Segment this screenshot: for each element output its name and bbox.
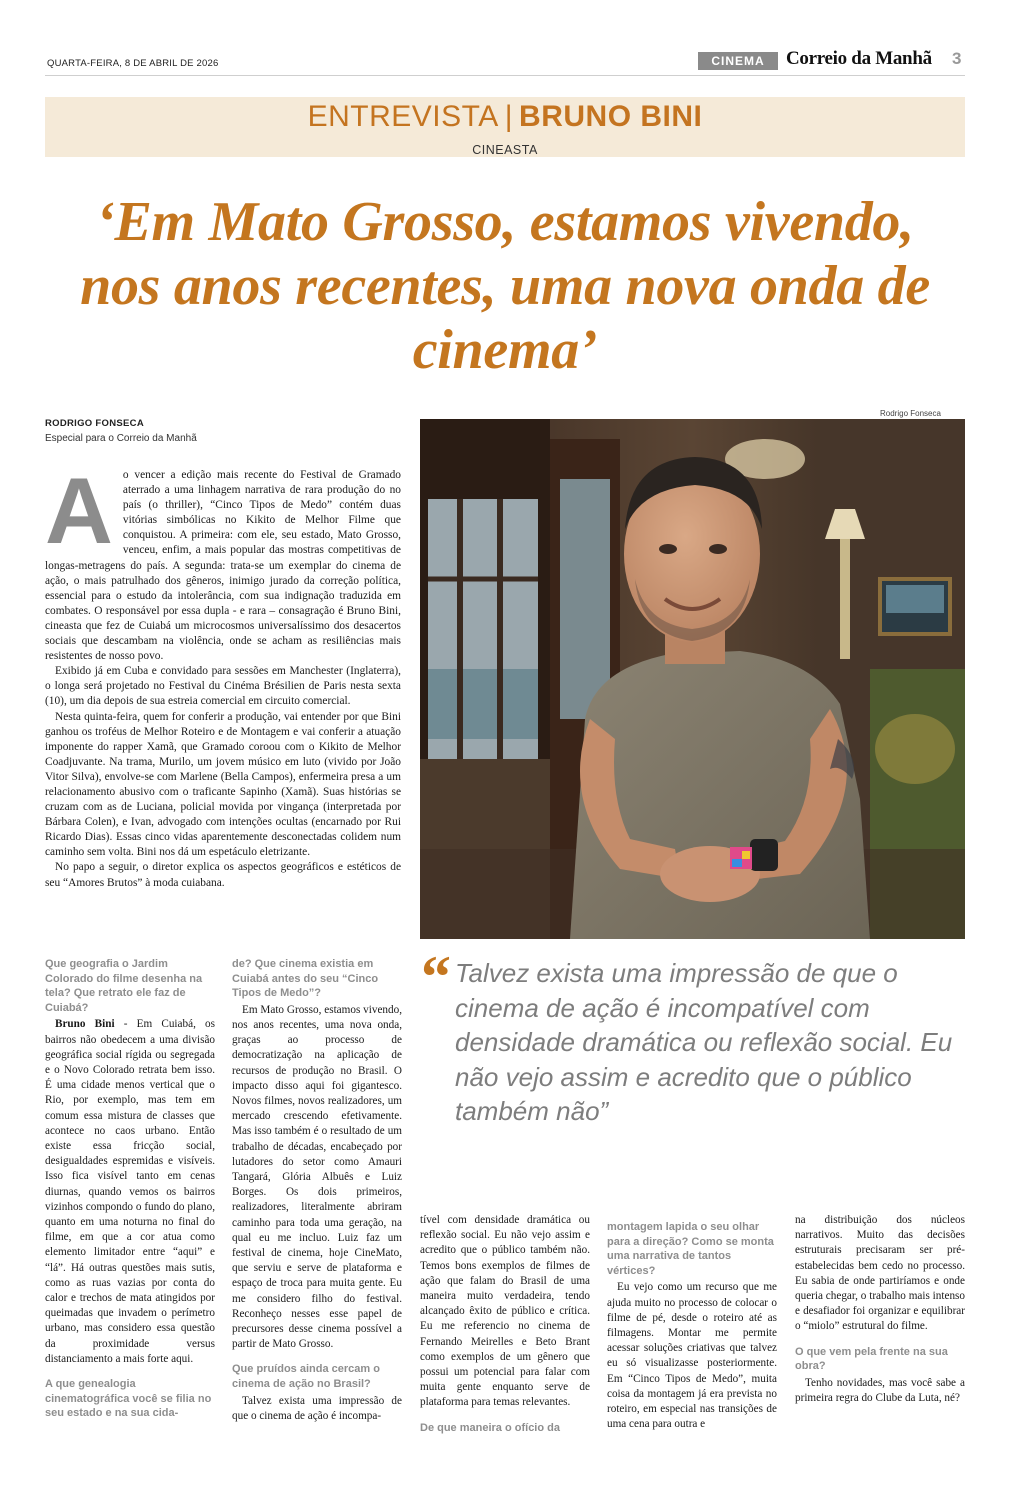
interview-question: de? Que cinema existia em Cuiabá antes do seu “Cinco Tipos de Medo”? [232, 958, 379, 1000]
interview-question: O que vem pela frente na sua obra? [795, 1345, 948, 1373]
interview-answer: na distribuição dos núcleos narrativos. Muito das decisões estruturais precisaram ser pré-estabelecidas bem cedo no processo. Eu sabia de onde partiríamos e onde queria chegar, o trabalho mais intenso e desafiador foi organizar e equilibrar o “miolo” estrutural do filme. [795, 1214, 965, 1333]
page-number: 3 [952, 49, 962, 68]
edition-date: QUARTA-FEIRA, 8 DE ABRIL DE 2026 [47, 58, 219, 69]
header-rule [45, 75, 965, 76]
pull-quote: Talvez exista uma impressão de que o cinema de ação é incompatível com densidade dramática ou reflexão social. Eu não vejo assim e acredito que o público também não” [455, 958, 953, 1126]
column-2 [232, 957, 402, 1424]
interview-answer: Tenho novidades, mas você sabe a primeira regra do Clube da Luta, né? [795, 1376, 965, 1405]
column-3 [420, 1213, 590, 1437]
column-5 [795, 1213, 965, 1406]
byline-author: RODRIGO FONSECA [45, 418, 144, 429]
section-label: CINEMA [698, 52, 778, 70]
interview-answer: Em Mato Grosso, estamos vivendo, nos anos recentes, uma nova onda, graças ao processo de democratização na aplicação de recursos de produção no Brasil. O impacto disso aqui foi gigantesco. Novos filmes, novos realizadores, um mercado crescendo efetivamente. Mas isso também é o resultado de um trabalho de décadas, encabeçado por lutadores do setor como Amauri Tangará, Glória Albuês e Luiz Borges. Os dois primeiros, realizadores, literalmente abriram caminho para toda uma geração, na qual eu me incluo. Luiz faz um festival de cinema, hoje CineMato, que serviu e serve de plataforma e espaço de troca para muita gente. Eu me considero filho do festival. Reconheço nesses esse papel de precursores desse cinema possível a partir de Mato Grosso. [232, 1003, 402, 1351]
column-1 [45, 957, 215, 1423]
title-separator: | [504, 100, 514, 133]
interview-question: A que genealogia cinematográfica você se filia no seu estado e na sua cida- [45, 1378, 212, 1420]
interview-question: De que maneira o ofício da [420, 1421, 560, 1434]
intro-text [45, 458, 401, 891]
interviewee-role: CINEASTA [472, 143, 538, 157]
kicker: ENTREVISTA [307, 100, 499, 133]
headline: ‘Em Mato Grosso, estamos vivendo, nos anos recentes, uma nova onda de cinema’ [80, 191, 930, 381]
quote-mark: “ [421, 944, 451, 1010]
intro-paragraph: Nesta quinta-feira, quem for conferir a produção, vai entender por que Bini ganhou os troféus de Melhor Roteiro e de Montagem e vai conferir a atuação imponente do rapper Xamã, que Gramado coroou com o Kikito de Melhor Coadjuvante. Na trama, Murilo, um jovem músico em luto (vivido por João Vitor Silva), envolve-se com Marlene (Bella Campos), enfermeira presa a um relacionamento abusivo com o traficante Sapinho (Xamã). Suas histórias se cruzam com as de Luciana, policial movida por vingança (interpretada por Bárbara Colen), e Ivan, advogado com intenções ocultas (encarnado por Rui Ricardo Dias). Essas cinco vidas aparentemente desconectadas colidem num caminho sem volta. Bini nos dá um espetáculo eletrizante. [45, 710, 401, 859]
answer-text: - Em Cuiabá, os bairros não obedecem a uma divisão geográfica social rígida ou segregada e o Novo Colorado retrata bem isso. É uma cidade menos vertical que o Rio, por exemplo, mas tem em comum essa mistura de classes que acontece no caos urbano. Então existe essa fricção social, desigualdades espremidas e visíveis. Isso fica visível tanto em cenas diurnas, quando vemos os bairros vizinhos compondo o fundo do plano, quanto em uma noturna no final do filme, em que a cor atua como elemento limitador entre “aqui” e “lá”. Há outras questões mais sutis, como as ruas vazias por conta do calor e trechos de mata atingidos por queimadas que invadem o perímetro urbano, mas considero essa questão da proximidade versus distanciamento a mais forte aqui. [45, 1018, 215, 1365]
photo-credit: Rodrigo Fonseca [880, 409, 941, 418]
column-4 [607, 1220, 777, 1432]
interview-answer: Eu vejo como um recurso que me ajuda muito no processo de colocar o filme de pé, desde o roteiro até as filmagens. Montar me permite acessar soluções criativas que talvez eu só visualizasse posteriormente. Em “Cinco Tipos de Medo”, muita coisa da montagem já era prevista no roteiro, em especial nas transições de uma cena para outra e [607, 1281, 777, 1431]
speaker-name: Bruno Bini [55, 1018, 115, 1031]
interview-answer: Talvez exista uma impressão de que o cinema de ação é incompa- [232, 1394, 402, 1422]
photo-illustration [420, 419, 965, 939]
newspaper-name: Correio da Manhã [786, 48, 932, 69]
interview-question: Que geografia o Jardim Colorado do filme desenha na tela? Que retrato ele faz de Cuiabá? [45, 958, 203, 1014]
byline-role: Especial para o Correio da Manhã [45, 433, 197, 444]
intro-paragraph: o vencer a edição mais recente do Festival de Gramado aterrado a uma linhagem narrativa de rara produção do no país (o thriller), “Cinco Tipos de Medo” contém duas vitórias simbólicas no Kikito de Melhor Filme que conquistou. A primeira: com ele, seu estado, Mato Grosso, venceu, enfim, a mais popular das mostras competitivas de longas-metragens do país. A segunda: trata-se um exemplar do cinema de ação, o mais patrulhado dos gêneros, inimigo jurado da correção política, essencial para o estudo da intolerância, com sua indignação traduzida em combates. O responsável por essa dupla - e rara – consagração é Bruno Bini, cineasta que fez de Cuiabá um microcosmos universalíssimo dos desacertos sociais que descambam na violência, onde se acham as resiliências mais resistentes de nosso povo. [45, 469, 401, 663]
interview-question: montagem lapida o seu olhar para a direção? Como se monta uma narrativa de tantos vértices? [607, 1221, 774, 1277]
interviewee-name: BRUNO BINI [519, 100, 703, 133]
interview-title [45, 100, 965, 134]
interview-question: Que pruídos ainda cercam o cinema de ação no Brasil? [232, 1363, 380, 1391]
intro-paragraph: Exibido já em Cuba e convidado para sessões em Manchester (Inglaterra), o longa será projetado no Festival du Cinéma Brésilien de Paris nesta sexta (10), um dia depois de sua estreia comercial em circuito comercial. [45, 665, 401, 708]
drop-cap: A [45, 458, 113, 563]
interview-answer: tível com densidade dramática ou reflexão social. Eu não vejo assim e acredito que o público também não. Temos bons exemplos de filmes de ação que falam do Brasil de uma maneira muito verdadeira, tendo alcançado êxito de público e crítica. Eu me referencio no cinema de Fernando Meirelles e Beto Brant como exemplos de um gênero que possui um potencial para falar com muita gente enquanto serve de plataforma para temas relevantes. [420, 1214, 590, 1409]
interviewee-photo [420, 419, 965, 939]
intro-paragraph: No papo a seguir, o diretor explica os aspectos geográficos e estéticos de seu “Amores Brutos” à moda cuiabana. [45, 861, 401, 889]
interview-answer [45, 1017, 215, 1367]
